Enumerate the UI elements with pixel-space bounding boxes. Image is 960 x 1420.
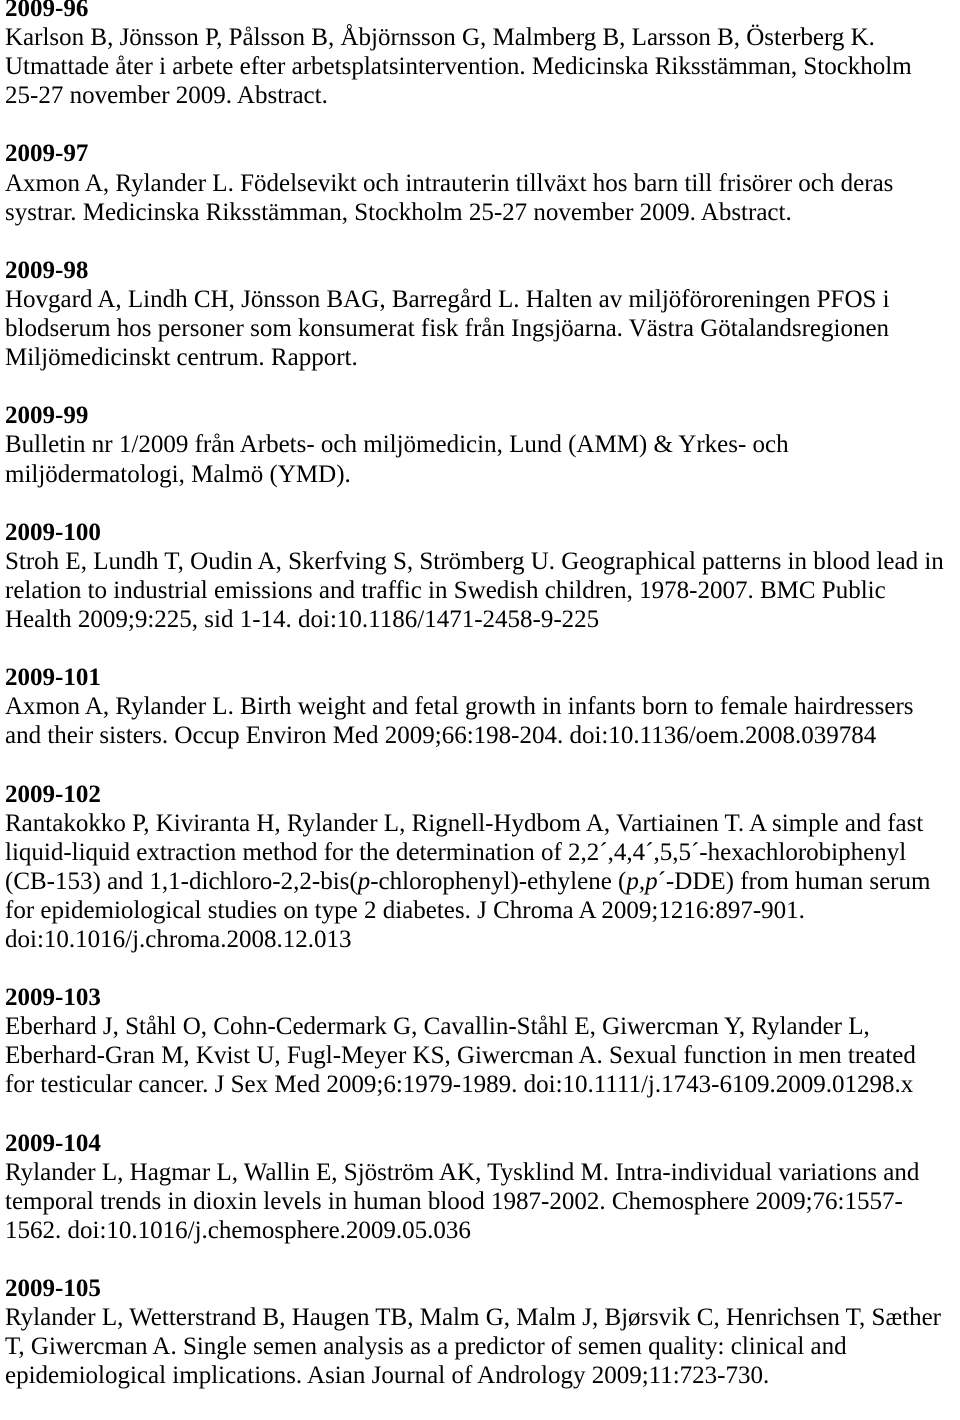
entry-number: 2009-100 [5, 518, 101, 546]
publication-entry [5, 0, 960, 110]
entry-text-line: Miljömedicinskt centrum. Rapport. [5, 344, 358, 372]
entry-text-line: miljödermatologi, Malmö (YMD). [5, 460, 351, 488]
entry-text-line: T, Giwercman A. Single semen analysis as a predictor of semen quality: clinical and [5, 1333, 847, 1361]
entry-text-line: for epidemiological studies on type 2 diabetes. J Chroma A 2009;1216:897-901. [5, 896, 805, 924]
text-segment: -chlorophenyl)-ethylene ( [370, 867, 627, 895]
entry-text-line: relation to industrial emissions and traffic in Swedish children, 1978-2007. BMC Public [5, 576, 886, 604]
entry-text-line: Utmattade åter i arbete efter arbetsplatsintervention. Medicinska Riksstämman, Stockholm [5, 53, 912, 81]
italic-text-segment: p [357, 867, 371, 895]
entry-text-line: temporal trends in dioxin levels in human blood 1987-2002. Chemosphere 2009;76:1557- [5, 1187, 903, 1215]
entry-text-line: systrar. Medicinska Riksstämman, Stockholm 25-27 november 2009. Abstract. [5, 198, 792, 226]
text-segment: (CB-153) and 1,1-dichloro-2,2-bis( [5, 867, 358, 895]
entry-text-line: Bulletin nr 1/2009 från Arbets- och miljömedicin, Lund (AMM) & Yrkes- och [5, 431, 789, 459]
publication-entry [5, 1274, 960, 1390]
entry-text-line: liquid-liquid extraction method for the determination of 2,2´,4,4´,5,5´-hexachlorobiphenyl [5, 838, 907, 866]
entry-text-line: epidemiological implications. Asian Journal of Andrology 2009;11:723-730. [5, 1362, 770, 1390]
publication-entry [5, 256, 960, 372]
publication-entry [5, 139, 960, 226]
entry-text-line: Axmon A, Rylander L. Birth weight and fetal growth in infants born to female hairdressers [5, 693, 914, 721]
entry-text-line [5, 867, 960, 896]
entry-text-line: 1562. doi:10.1016/j.chemosphere.2009.05.036 [5, 1216, 471, 1244]
entry-text-line: Hovgard A, Lindh CH, Jönsson BAG, Barregård L. Halten av miljöföroreningen PFOS i [5, 285, 890, 313]
entry-text-line: Stroh E, Lundh T, Oudin A, Skerfving S, Strömberg U. Geographical patterns in blood lead in [5, 547, 944, 575]
publication-entry [5, 663, 960, 750]
entry-text-line: and their sisters. Occup Environ Med 2009;66:198-204. doi:10.1136/oem.2008.039784 [5, 722, 877, 750]
entry-text-line: Health 2009;9:225, sid 1-14. doi:10.1186/1471-2458-9-225 [5, 605, 600, 633]
entry-text-line: 25-27 november 2009. Abstract. [5, 82, 328, 110]
entry-text-line: Karlson B, Jönsson P, Pålsson B, Åbjörnsson G, Malmberg B, Larsson B, Österberg K. [5, 24, 875, 52]
publication-entry [5, 1129, 960, 1245]
entry-text-line: Rantakokko P, Kiviranta H, Rylander L, Rignell-Hydbom A, Vartiainen T. A simple and fast [5, 809, 924, 837]
entry-number: 2009-103 [5, 984, 101, 1012]
entry-text-line: Rylander L, Hagmar L, Wallin E, Sjöström AK, Tysklind M. Intra-individual variations and [5, 1158, 920, 1186]
entry-text-line: Eberhard J, Ståhl O, Cohn-Cedermark G, Cavallin-Ståhl E, Giwercman Y, Rylander L, [5, 1013, 870, 1041]
entry-number: 2009-96 [5, 0, 89, 22]
entry-number: 2009-97 [5, 140, 89, 168]
entry-number: 2009-98 [5, 256, 89, 284]
publication-entry [5, 518, 960, 634]
entry-number: 2009-105 [5, 1275, 101, 1303]
entry-number: 2009-101 [5, 664, 101, 692]
publication-entry [5, 780, 960, 955]
text-segment: ´-DDE) from human serum [657, 867, 931, 895]
entry-text-line: blodserum hos personer som konsumerat fisk från Ingsjöarna. Västra Götalandsregionen [5, 315, 890, 343]
entry-text-line: Rylander L, Wetterstrand B, Haugen TB, Malm G, Malm J, Bjørsvik C, Henrichsen T, Sæther [5, 1304, 941, 1332]
entry-text-line: Axmon A, Rylander L. Födelsevikt och intrauterin tillväxt hos barn till frisörer och deras [5, 169, 894, 197]
entry-text-line: for testicular cancer. J Sex Med 2009;6:1979-1989. doi:10.1111/j.1743-6109.2009.01298.x [5, 1071, 914, 1099]
entry-number: 2009-104 [5, 1129, 101, 1157]
entry-text-line: Eberhard-Gran M, Kvist U, Fugl-Meyer KS, Giwercman A. Sexual function in men treated [5, 1042, 916, 1070]
entry-number: 2009-102 [5, 780, 101, 808]
entry-number: 2009-99 [5, 402, 89, 430]
publication-entry [5, 983, 960, 1099]
publication-entry [5, 401, 960, 488]
entry-text-line: doi:10.1016/j.chroma.2008.12.013 [5, 926, 352, 953]
italic-text-segment: p,p [626, 867, 658, 895]
